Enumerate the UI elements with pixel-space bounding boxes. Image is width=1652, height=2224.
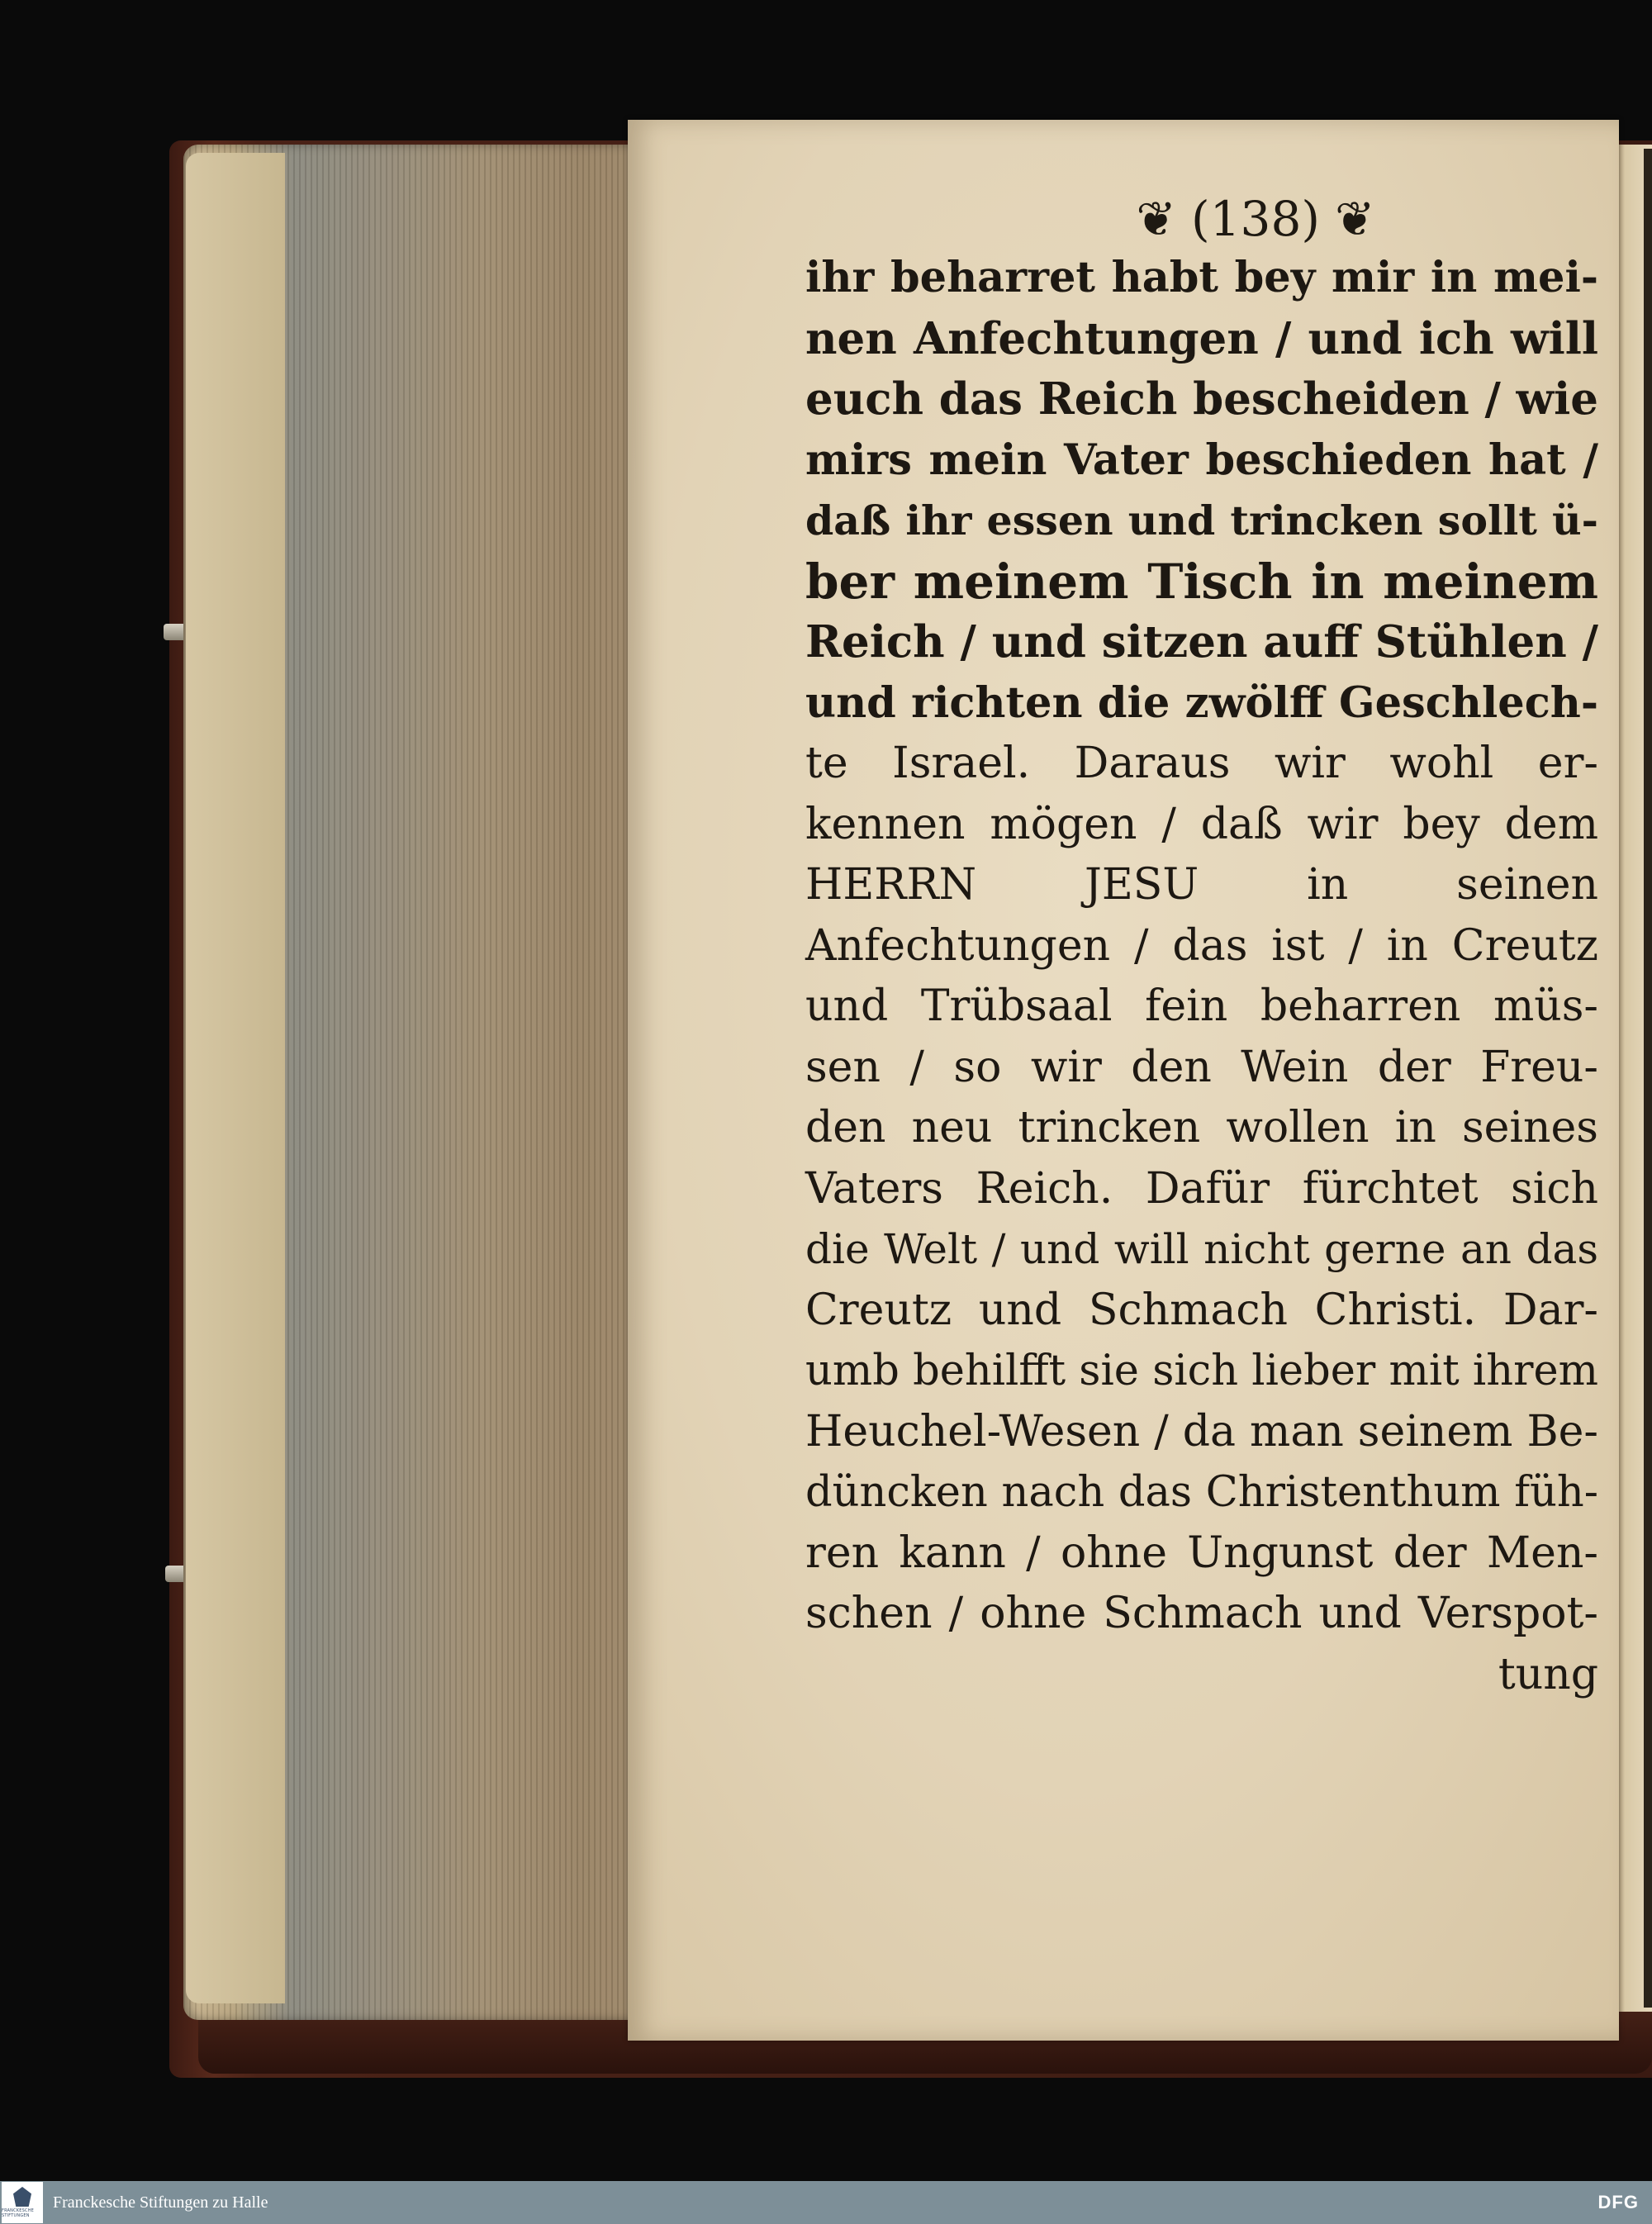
catchword: tung: [1498, 1649, 1598, 1699]
text-line: Vaters Reich. Dafür fürchtet sich: [805, 1163, 1598, 1214]
text-line: und richten die zwölff Geschlech-: [805, 677, 1598, 728]
text-line: Heuchel-Wesen / da man seinem Be-: [805, 1406, 1598, 1457]
text-line: Anfechtungen / das ist / in Creutz: [805, 920, 1598, 971]
text-line: HERRN JESU in seinen: [805, 860, 1598, 910]
text-line: umb behilfft sie sich lieber mit ihrem: [805, 1347, 1598, 1395]
text-line: euch das Reich bescheiden / wie: [805, 373, 1598, 425]
institution-emblem-icon: [13, 2187, 31, 2207]
text-line: düncken nach das Christenthum füh-: [805, 1468, 1598, 1517]
text-line: die Welt / und will nicht gerne an das: [805, 1225, 1598, 1273]
institution-name: Franckesche Stiftungen zu Halle: [53, 2193, 268, 2212]
text-line: Reich / und sitzen auff Stühlen /: [805, 616, 1598, 668]
text-line: mirs mein Vater beschieden hat /: [805, 435, 1598, 485]
logo-caption: FRANCKESCHE STIFTUNGEN: [2, 2208, 35, 2218]
text-line: sen / so wir den Wein der Freu-: [805, 1042, 1598, 1092]
viewer-footer-bar: [0, 2181, 1652, 2224]
institution-logo[interactable]: [2, 2182, 43, 2223]
body-text: [805, 248, 1598, 1705]
text-line: daß ihr essen und trincken sollt ü-: [805, 497, 1598, 544]
text-line: ren kann / ohne Ungunst der Men-: [805, 1528, 1598, 1578]
text-line: ber meinem Tisch in meinem: [805, 553, 1598, 610]
text-line: den neu trincken wollen in seines: [805, 1103, 1598, 1152]
page-header: [1082, 182, 1429, 256]
right-ornament-icon: ❦: [1334, 191, 1375, 247]
dfg-logo[interactable]: DFG: [1597, 2192, 1639, 2212]
text-line: kennen mögen / daß wir bey dem: [805, 799, 1598, 849]
text-line: Creutz und Schmach Christi. Dar-: [805, 1285, 1598, 1335]
text-line: und Trübsaal fein beharren müs-: [805, 981, 1598, 1031]
page-number: (138): [1191, 191, 1320, 247]
page-stack-front-edge: [186, 153, 285, 2003]
text-line: schen / ohne Schmach und Verspot-: [805, 1589, 1598, 1638]
text-line: ihr beharret habt bey mir in mei-: [805, 253, 1598, 302]
left-ornament-icon: ❦: [1136, 191, 1177, 247]
text-line: te Israel. Daraus wir wohl er-: [805, 739, 1598, 788]
facing-page-edge: [1644, 149, 1652, 2008]
text-line: nen Anfechtungen / und ich will: [805, 312, 1598, 364]
